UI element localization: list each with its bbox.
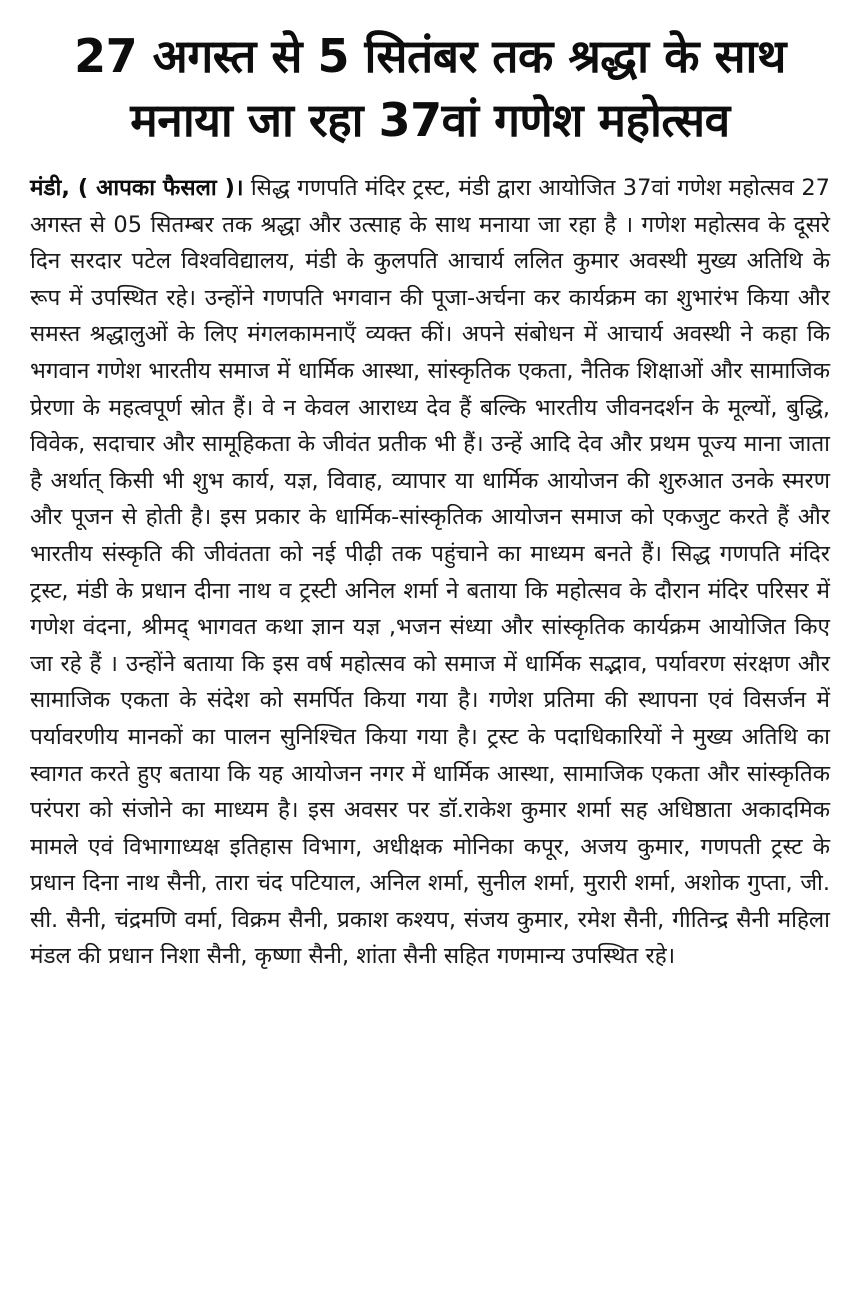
- headline-line-1: 27 अगस्त से 5 सितंबर तक श्रद्धा के साथ: [74, 29, 786, 83]
- article-body-text: सिद्ध गणपति मंदिर ट्रस्ट, मंडी द्वारा आयोजित 37वां गणेश महोत्सव 27 अगस्त से 05 सितम्बर तक श्रद्धा और उत्साह के साथ मनाया जा रहा है । गणेश महोत्सव के दूसरे दिन सरदार पटेल विश्वविद्यालय, मंडी के कुलपति आचार्य ललित कुमार अवस्थी मुख्य अतिथि के रूप में उपस्थित रहे। उन्होंने गणपति भगवान की पूजा-अर्चना कर कार्यक्रम का शुभारंभ किया और समस्त श्रद्धालुओं के लिए मंगलकामनाएँ व्यक्त कीं। अपने संबोधन में आचार्य अवस्थी ने कहा कि भगवान गणेश भारतीय समाज में धार्मिक आस्था, सांस्कृतिक एकता, नैतिक शिक्षाओं और सामाजिक प्रेरणा के महत्वपूर्ण स्रोत हैं। वे न केवल आराध्य देव हैं बल्कि भारतीय जीवनदर्शन के मूल्यों, बुद्धि, विवेक, सदाचार और सामूहिकता के जीवंत प्रतीक भी हैं। उन्हें आदि देव और प्रथम पूज्य माना जाता है अर्थात् किसी भी शुभ कार्य, यज्ञ, विवाह, व्यापार या धार्मिक आयोजन की शुरुआत उनके स्मरण और पूजन से होती है। इस प्रकार के धार्मिक-सांस्कृतिक आयोजन समाज को एकजुट करते हैं और भारतीय संस्कृति की जीवंतता को नई पीढ़ी तक पहुंचाने का माध्यम बनते हैं। सिद्ध गणपति मंदिर ट्रस्ट, मंडी के प्रधान दीना नाथ व ट्रस्टी अनिल शर्मा ने बताया कि महोत्सव के दौरान मंदिर परिसर में गणेश वंदना, श्रीमद् भागवत कथा ज्ञान यज्ञ ,भजन संध्या और सांस्कृतिक कार्यक्रम आयोजित किए जा रहे हैं । उन्होंने बताया कि इस वर्ष महोत्सव को समाज में धार्मिक सद्भाव, पर्यावरण संरक्षण और सामाजिक एकता के संदेश को समर्पित किया गया है। गणेश प्रतिमा की स्थापना एवं विसर्जन में पर्यावरणीय मानकों का पालन सुनिश्चित किया गया है। ट्रस्ट के पदाधिकारियों ने मुख्य अतिथि का स्वागत करते हुए बताया कि यह आयोजन नगर में धार्मिक आस्था, सामाजिक एकता और सांस्कृतिक परंपरा को संजोने का माध्यम है। इस अवसर पर डॉ.राकेश कुमार शर्मा सह अधिष्ठाता अकादमिक मामले एवं विभागाध्यक्ष इतिहास विभाग, अधीक्षक मोनिका कपूर, अजय कुमार, गणपती ट्रस्ट के प्रधान दिना नाथ सैनी, तारा चंद पटियाल, अनिल शर्मा, सुनील शर्मा, मुरारी शर्मा, अशोक गुप्ता, जी. सी. सैनी, चंद्रमणि वर्मा, विक्रम सैनी, प्रकाश कश्यप, संजय कुमार, रमेश सैनी, गीतिन्द्र सैनी महिला मंडल की प्रधान निशा सैनी, कृष्णा सैनी, शांता सैनी सहित गणमान्य उपस्थित रहे।: [30, 175, 830, 970]
- article-headline: [30, 24, 830, 152]
- article-dateline: मंडी, ( आपका फैसला )।: [30, 175, 244, 201]
- article-body: [30, 170, 830, 975]
- headline-line-2: मनाया जा रहा 37वां गणेश महोत्सव: [130, 93, 730, 147]
